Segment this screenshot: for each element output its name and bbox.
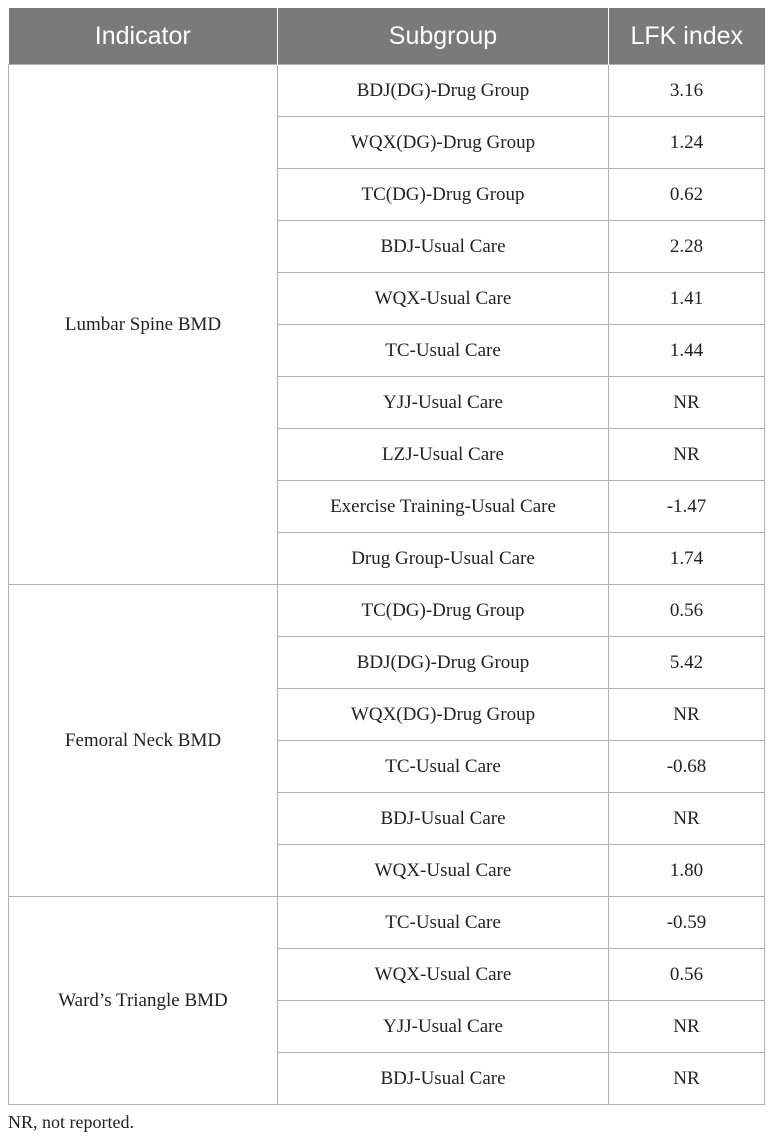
lfk-index-cell: 1.24	[609, 117, 765, 169]
header-lfk-index: LFK index	[609, 8, 765, 65]
lfk-index-cell: NR	[609, 429, 765, 481]
lfk-index-cell: 0.56	[609, 585, 765, 637]
lfk-index-cell: NR	[609, 793, 765, 845]
lfk-index-cell: -0.59	[609, 897, 765, 949]
subgroup-cell: BDJ-Usual Care	[278, 793, 609, 845]
header-subgroup: Subgroup	[278, 8, 609, 65]
table-row	[9, 585, 765, 637]
subgroup-cell: BDJ(DG)-Drug Group	[278, 65, 609, 117]
subgroup-cell: WQX(DG)-Drug Group	[278, 117, 609, 169]
subgroup-cell: WQX-Usual Care	[278, 845, 609, 897]
table-body	[9, 65, 765, 1105]
indicator-cell: Ward’s Triangle BMD	[9, 897, 278, 1105]
indicator-cell: Femoral Neck BMD	[9, 585, 278, 897]
lfk-index-cell: 1.44	[609, 325, 765, 377]
subgroup-cell: TC(DG)-Drug Group	[278, 585, 609, 637]
lfk-index-cell: 1.41	[609, 273, 765, 325]
subgroup-cell: YJJ-Usual Care	[278, 1001, 609, 1053]
lfk-index-cell: NR	[609, 1053, 765, 1105]
subgroup-cell: TC(DG)-Drug Group	[278, 169, 609, 221]
lfk-index-cell: 1.80	[609, 845, 765, 897]
subgroup-cell: TC-Usual Care	[278, 325, 609, 377]
lfk-index-cell: 5.42	[609, 637, 765, 689]
subgroup-cell: TC-Usual Care	[278, 741, 609, 793]
lfk-index-cell: -0.68	[609, 741, 765, 793]
lfk-index-table	[8, 8, 765, 1105]
lfk-index-cell: NR	[609, 377, 765, 429]
indicator-cell: Lumbar Spine BMD	[9, 65, 278, 585]
subgroup-cell: WQX-Usual Care	[278, 273, 609, 325]
subgroup-cell: WQX(DG)-Drug Group	[278, 689, 609, 741]
subgroup-cell: WQX-Usual Care	[278, 949, 609, 1001]
table-header	[9, 8, 765, 65]
header-row	[9, 8, 765, 65]
subgroup-cell: TC-Usual Care	[278, 897, 609, 949]
table-row	[9, 897, 765, 949]
lfk-index-cell: NR	[609, 1001, 765, 1053]
subgroup-cell: BDJ(DG)-Drug Group	[278, 637, 609, 689]
subgroup-cell: Drug Group-Usual Care	[278, 533, 609, 585]
table-footnote: NR, not reported.	[8, 1112, 134, 1132]
header-indicator: Indicator	[9, 8, 278, 65]
subgroup-cell: BDJ-Usual Care	[278, 221, 609, 273]
lfk-index-cell: 3.16	[609, 65, 765, 117]
lfk-index-cell: 2.28	[609, 221, 765, 273]
lfk-index-cell: 0.62	[609, 169, 765, 221]
subgroup-cell: Exercise Training-Usual Care	[278, 481, 609, 533]
lfk-index-cell: 0.56	[609, 949, 765, 1001]
table-row	[9, 65, 765, 117]
subgroup-cell: BDJ-Usual Care	[278, 1053, 609, 1105]
lfk-index-cell: NR	[609, 689, 765, 741]
subgroup-cell: LZJ-Usual Care	[278, 429, 609, 481]
subgroup-cell: YJJ-Usual Care	[278, 377, 609, 429]
lfk-index-cell: -1.47	[609, 481, 765, 533]
lfk-index-cell: 1.74	[609, 533, 765, 585]
